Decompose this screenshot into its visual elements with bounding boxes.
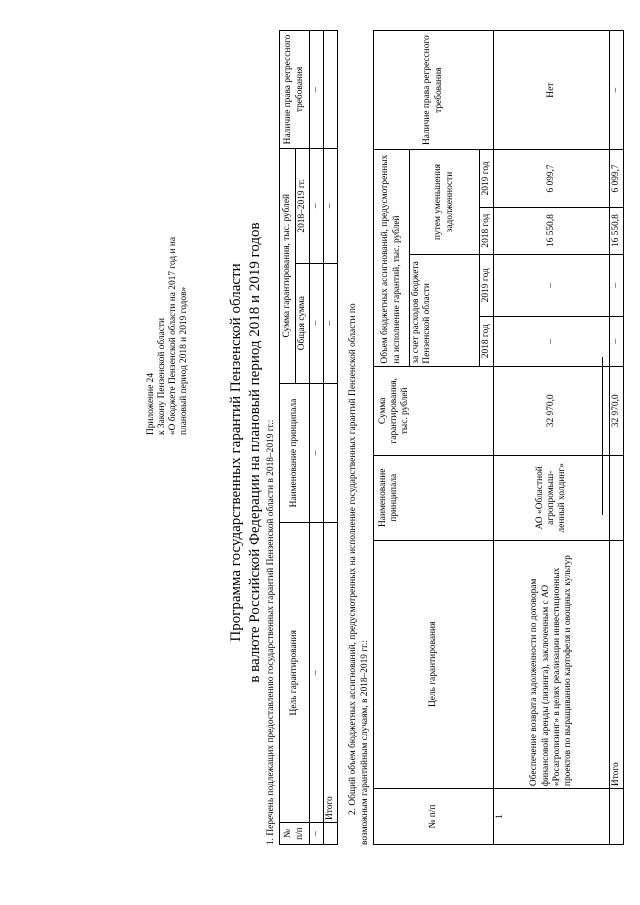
header-volume-group: Объем бюджетных ассигнований, предусмотренных на исполнение гарантий, тыс. рублей (374, 150, 410, 366)
document-subtitle: в валюте Российской Федерации на плановый период 2018 и 2019 годов (247, 222, 263, 683)
total-label: Итого (610, 540, 624, 789)
header-2019-budget: 2019 год (480, 254, 494, 316)
header-sum-group: Сумма гарантирования, тыс. рублей (280, 148, 296, 383)
appendix-line: плановый период 2018 и 2019 годов» (179, 286, 190, 435)
total-recourse: – (610, 31, 624, 150)
cell-empty (324, 823, 338, 845)
header-reduction: путем уменьшения задолженности (410, 150, 480, 254)
cell-recourse: Нет (494, 31, 610, 150)
section1-heading: 1. Перечень подлежащих предоставлению государственных гарантий Пензенской области в 2018–2019 гг.: (266, 419, 276, 845)
cell-purpose: Обеспечение возврата задолженности по договорам финансовой аренды (лизинга), заключенным с АО «Росагролизинг» в целях реализации инвестиционных проектов по выращиванию картофеля и овощных культур (494, 540, 610, 789)
header-principal: Наименование принципала (374, 456, 494, 541)
cell-empty (610, 456, 624, 541)
total-reduction-2018: 16 550,8 (610, 207, 624, 254)
cell-empty (610, 789, 624, 845)
header-2018-reduction: 2018 год (480, 207, 494, 254)
cell-reduction-2018: 16 550,8 (494, 207, 610, 254)
guarantees-list-table (279, 30, 338, 845)
header-recourse: Наличие права регрессного требования (280, 31, 310, 149)
total-reduction-2019: 6 099,7 (610, 150, 624, 207)
appropriations-table (373, 30, 624, 845)
cell-purpose: – (310, 523, 324, 823)
total-label: Итого (324, 523, 338, 823)
appendix-line: Приложение 24 (146, 372, 156, 435)
total-sum: 32 970,0 (610, 366, 624, 455)
appendix-line: к Закону Пензенской области (157, 317, 168, 435)
header-num: № п/п (280, 823, 310, 845)
section2-heading-cont: возможным гарантийным случаям, в 2018–2019 гг.: (360, 640, 370, 845)
table-row (494, 31, 610, 845)
cell-recourse: – (310, 31, 324, 149)
section2-heading: 2. Общий объем бюджетных ассигнований, предусмотренных на исполнение государственных гарантий Пензенской области по (348, 303, 358, 815)
total-budget-2019: – (610, 254, 624, 316)
cell-empty (324, 31, 338, 149)
total-budget-2018: – (610, 316, 624, 366)
appendix-note (146, 95, 190, 435)
cell-num: 1 (494, 789, 610, 845)
cell-reduction-2019: 6 099,7 (494, 150, 610, 207)
header-budget-source: за счет расходов бюджета Пензенской области (410, 254, 480, 366)
cell-principal: – (310, 383, 324, 523)
header-years: 2018–2019 гг. (296, 148, 310, 263)
header-2019-reduction: 2019 год (480, 150, 494, 207)
header-total-sum: Общая сумма (296, 263, 310, 383)
table-row (310, 31, 324, 845)
header-purpose: Цель гарантирования (374, 540, 494, 789)
header-num: № п/п (374, 789, 494, 845)
total-sum: – (324, 263, 338, 383)
total-row (610, 31, 624, 845)
cell-budget-2019: – (494, 254, 610, 316)
header-2018-budget: 2018 год (480, 316, 494, 366)
cell-principal: АО «Областной агропромыш-ленный холдинг» (494, 456, 610, 541)
header-recourse: Наличие права регрессного требования (374, 31, 494, 150)
document-title: Программа государственных гарантий Пензенской области (228, 263, 244, 642)
header-principal: Наименование принципала (280, 383, 310, 523)
cell-years: – (310, 148, 324, 263)
total-years: – (324, 148, 338, 263)
cell-empty (324, 383, 338, 523)
cell-sum: 32 970,0 (494, 366, 610, 455)
total-row (324, 31, 338, 845)
cell-num: – (310, 823, 324, 845)
separator-line (602, 357, 603, 515)
header-sum: Сумма гарантирования, тыс. рублей (374, 366, 494, 455)
header-purpose: Цель гарантирования (280, 523, 310, 823)
cell-total-sum: – (310, 263, 324, 383)
appendix-line: «О бюджете Пензенской области на 2017 год и на (168, 236, 179, 435)
cell-budget-2018: – (494, 316, 610, 366)
